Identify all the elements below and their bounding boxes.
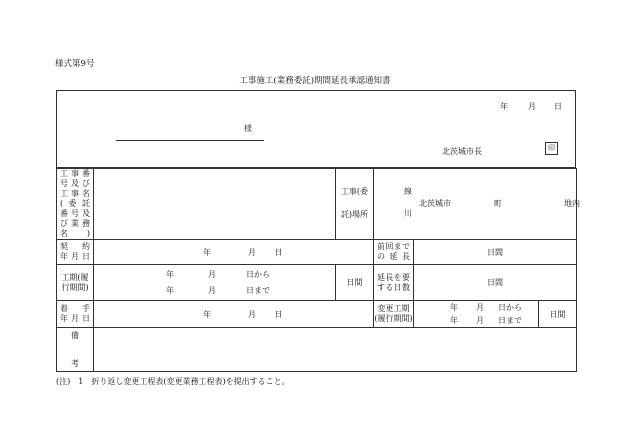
period-days-field[interactable]: 日間 (336, 265, 374, 301)
location-field[interactable] (374, 169, 580, 240)
notice-header-box (56, 90, 576, 168)
location-city: 北茨城市 (419, 199, 451, 208)
location-chinai: 地内 (564, 199, 580, 208)
form-number: 様式第9号 (55, 59, 95, 69)
work-no-label: 工事番 号及び 工事名 (委託 番号及 び業務 名) (57, 169, 94, 240)
required-extension-label: 延長を要 する日数 (374, 265, 414, 301)
required-extension-field[interactable]: 日間 (414, 265, 577, 301)
period-label: 工期(履 行期間) (57, 265, 94, 301)
changed-days-field[interactable]: 日間 (539, 301, 577, 328)
remarks-label: 備 考 (57, 328, 94, 372)
date-month: 月 (528, 102, 536, 111)
route-line-label: 線 (404, 187, 412, 196)
start-date-label: 着 手 年月日 (57, 301, 94, 328)
prev-extension-field[interactable]: 日間 (414, 240, 577, 265)
footnote: (注) 1 折り返し変更工程表(変更業務工程表)を提出すること。 (56, 377, 290, 386)
notice-date (500, 101, 562, 112)
addressee-suffix: 様 (244, 124, 252, 133)
date-day: 日 (554, 102, 562, 111)
contract-date-label: 契 約 年月日 (57, 240, 94, 265)
date-year: 年 (500, 102, 508, 111)
contract-date-field[interactable]: 年 月 日 (94, 240, 374, 265)
location-label: 工事(委 託)場所 (336, 169, 374, 240)
period-field[interactable]: 年 月 日から 年 月 日まで (94, 265, 336, 301)
changed-period-label: 変更工期 (履行期間) (374, 301, 414, 328)
main-form-table (56, 168, 580, 372)
remarks-field[interactable] (94, 328, 577, 372)
work-no-field[interactable] (94, 169, 336, 240)
prev-extension-label: 前回まで の延長 (374, 240, 414, 265)
seal-icon: 印 (545, 142, 558, 155)
sender-name: 北茨城市長 (442, 147, 482, 156)
location-town: 町 (494, 199, 502, 208)
addressee-field[interactable] (116, 131, 264, 141)
document-title: 工事施工(業務委託)期間延長承認通知書 (239, 76, 391, 86)
start-date-field[interactable]: 年 月 日 (94, 301, 374, 328)
changed-period-field[interactable]: 年 月 日から 年 月 日まで (414, 301, 539, 328)
route-river-label: 川 (404, 209, 412, 218)
